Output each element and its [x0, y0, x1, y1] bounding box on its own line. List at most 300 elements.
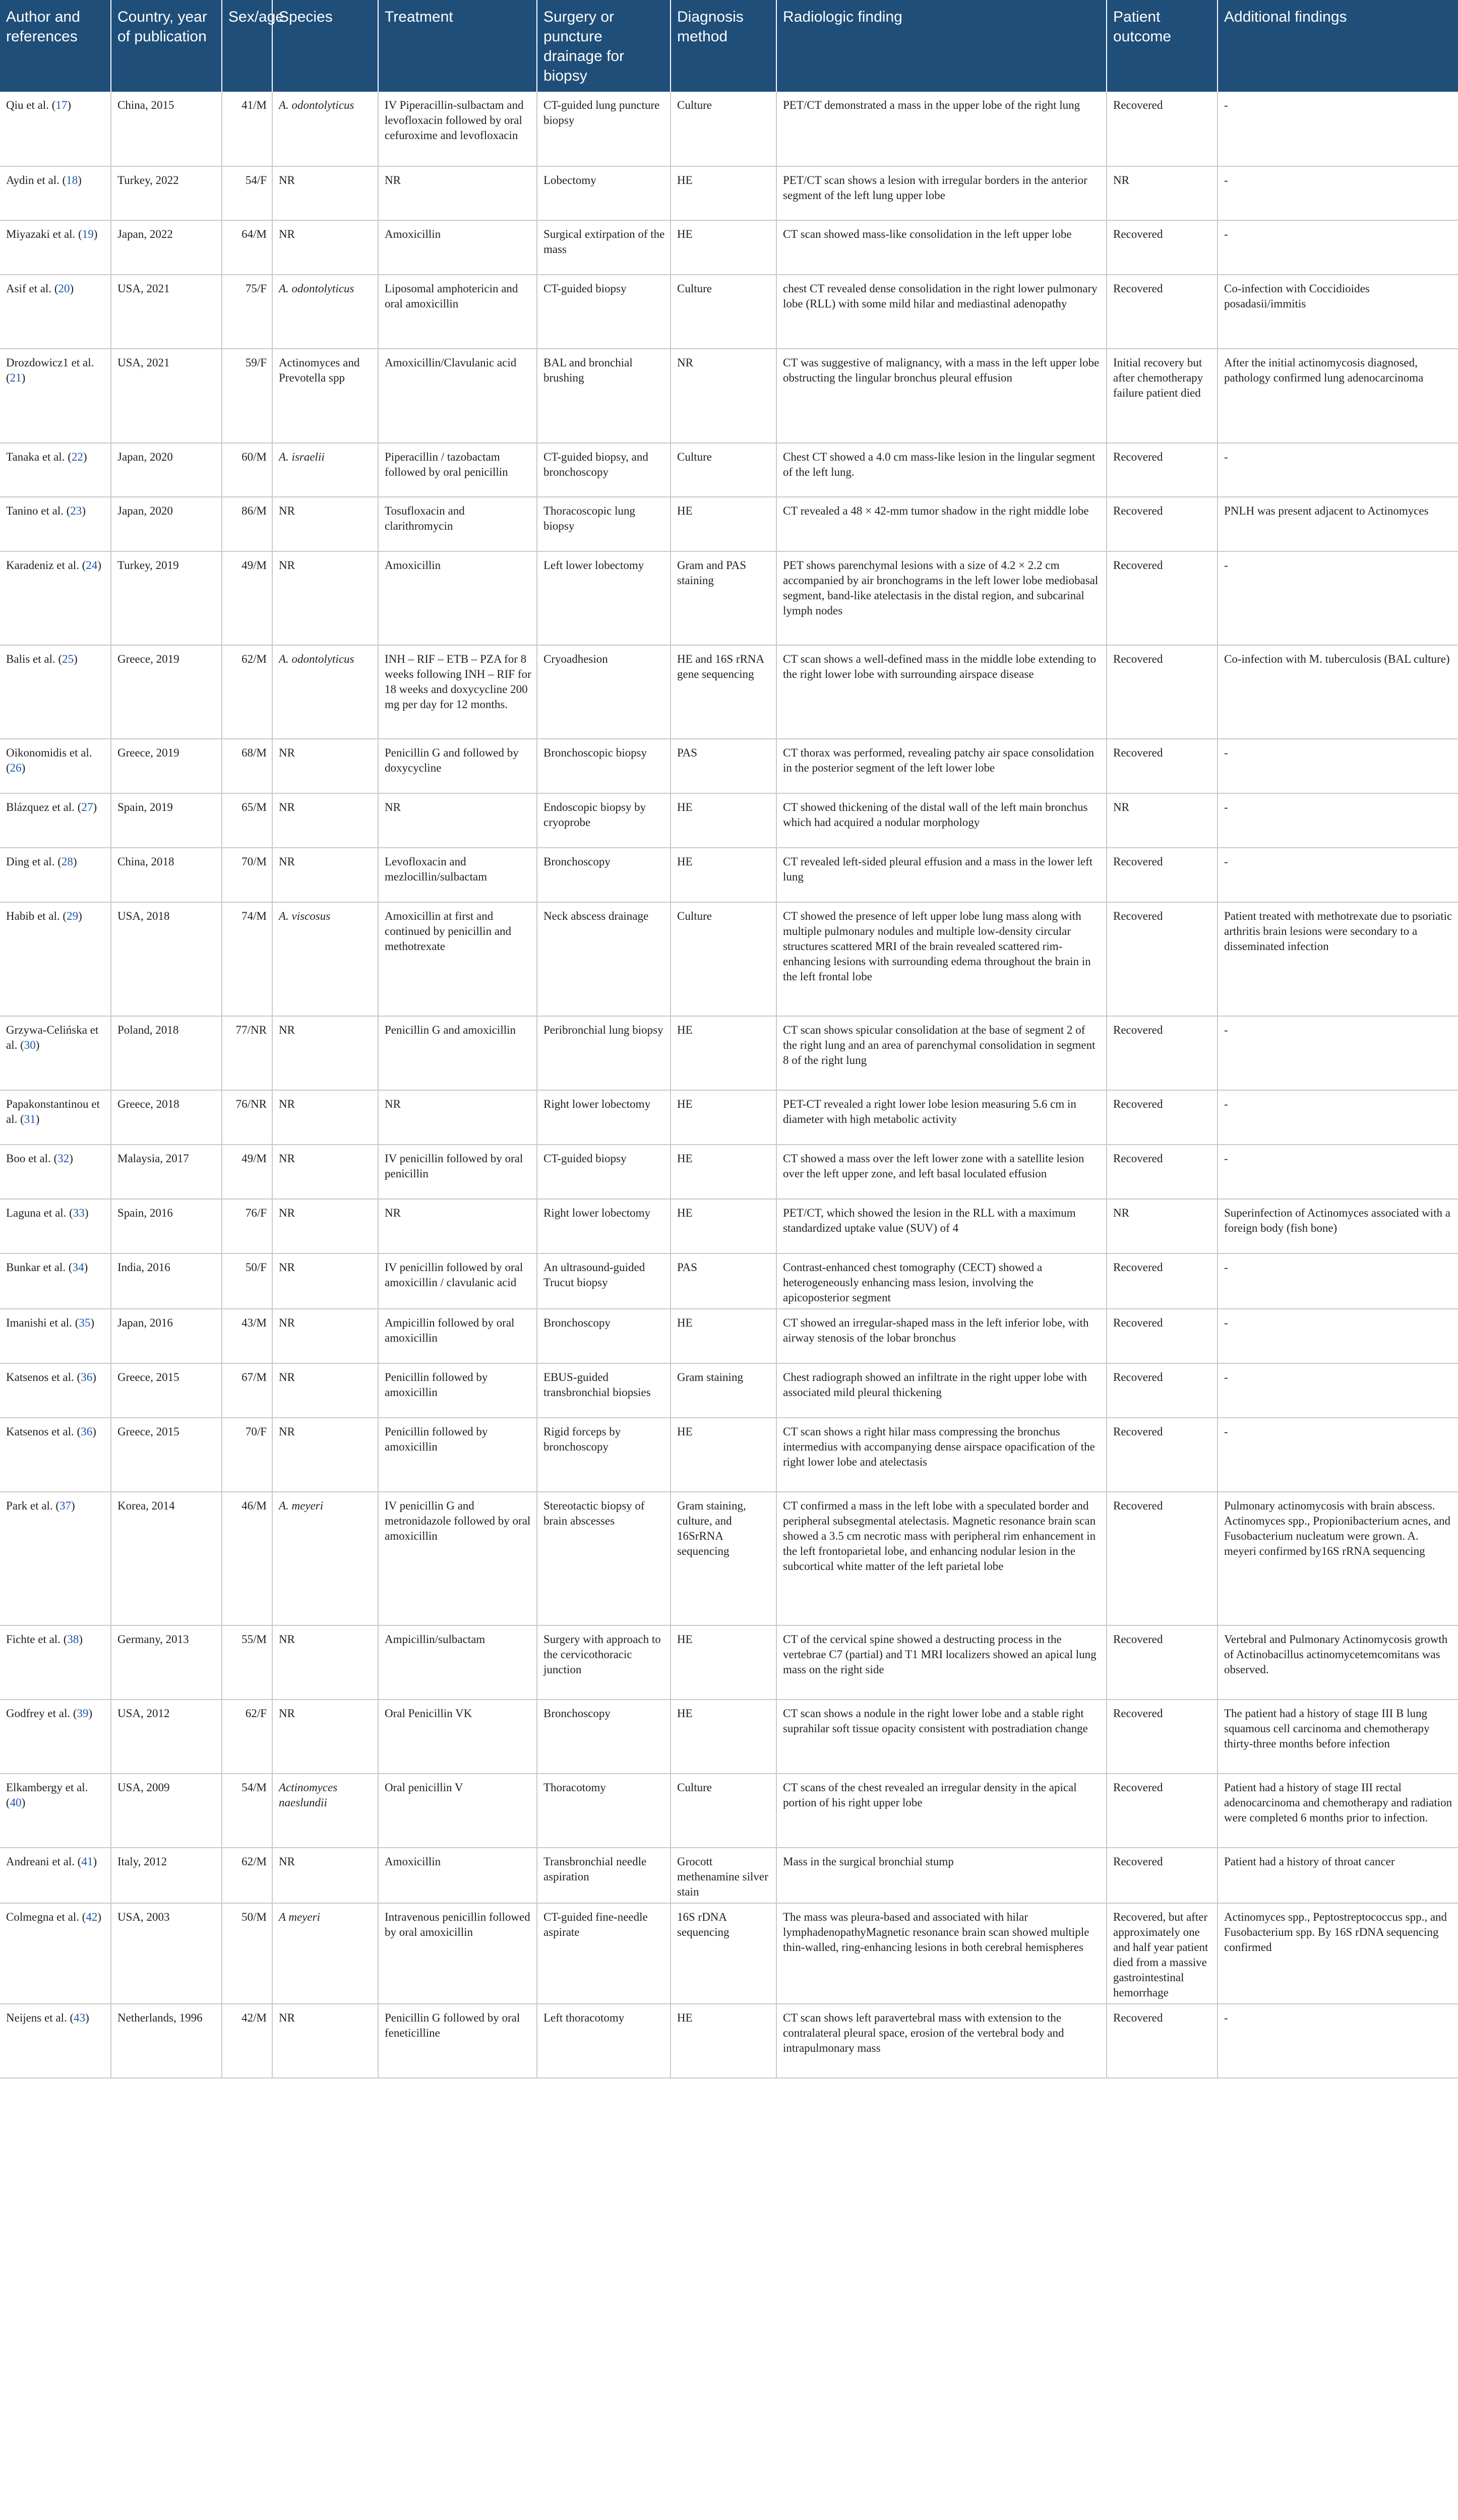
- treatment-cell: Penicillin G followed by oral feneticilline: [378, 2004, 537, 2078]
- biopsy-cell: CT-guided fine-needle aspirate: [537, 1903, 671, 2004]
- patient-outcome-cell: Recovered: [1107, 443, 1218, 497]
- treatment-cell: NR: [378, 1199, 537, 1253]
- biopsy-cell: BAL and bronchial brushing: [537, 349, 671, 443]
- radiologic-finding-cell: CT confirmed a mass in the left lobe with a speculated border and peripheral subsegmental atelectasis. Magnetic resonance brain scan showed a 3.5 cm necrotic mass with peripheral rim enhancement in the left frontoparietal lobe, and enhancing nodular lesion in the subcortical white matter of the left parietal lobe: [776, 1492, 1107, 1625]
- treatment-cell: Tosufloxacin and clarithromycin: [378, 497, 537, 551]
- reference-link[interactable]: 36: [81, 1371, 93, 1383]
- diagnosis-method-cell: HE: [671, 497, 776, 551]
- additional-findings-cell: -: [1218, 1145, 1458, 1199]
- country-cell: Malaysia, 2017: [111, 1145, 222, 1199]
- biopsy-cell: Cryoadhesion: [537, 645, 671, 739]
- table-row: [0, 1090, 1458, 1145]
- sex-age-cell: 65/M: [222, 793, 272, 848]
- country-cell: Turkey, 2019: [111, 551, 222, 645]
- species-cell: NR: [272, 1145, 378, 1199]
- biopsy-cell: Neck abscess drainage: [537, 902, 671, 1016]
- sex-age-cell: 77/NR: [222, 1016, 272, 1090]
- patient-outcome-cell: Recovered: [1107, 1848, 1218, 1903]
- reference-link[interactable]: 41: [81, 1855, 93, 1868]
- species-cell: Actinomyces naeslundii: [272, 1774, 378, 1848]
- country-cell: Greece, 2018: [111, 1090, 222, 1145]
- country-cell: Germany, 2013: [111, 1625, 222, 1699]
- radiologic-finding-cell: CT revealed a 48 × 42-mm tumor shadow in the right middle lobe: [776, 497, 1107, 551]
- additional-findings-cell: -: [1218, 1418, 1458, 1492]
- treatment-cell: IV penicillin G and metronidazole followed by oral amoxicillin: [378, 1492, 537, 1625]
- treatment-cell: Ampicillin followed by oral amoxicillin: [378, 1309, 537, 1363]
- author-cell: Elkambergy et al. (40): [0, 1774, 111, 1848]
- table-row: [0, 1848, 1458, 1903]
- reference-link[interactable]: 43: [74, 2011, 86, 2024]
- table-row: [0, 1903, 1458, 2004]
- treatment-cell: IV Piperacillin-sulbactam and levofloxacin followed by oral cefuroxime and levofloxacin: [378, 92, 537, 166]
- country-cell: USA, 2021: [111, 349, 222, 443]
- species-cell: A. meyeri: [272, 1492, 378, 1625]
- patient-outcome-cell: NR: [1107, 793, 1218, 848]
- species-cell: NR: [272, 848, 378, 902]
- diagnosis-method-cell: Grocott methenamine silver stain: [671, 1848, 776, 1903]
- additional-findings-cell: Co-infection with Coccidioides posadasii/immitis: [1218, 275, 1458, 349]
- species-cell: NR: [272, 1199, 378, 1253]
- reference-link[interactable]: 39: [77, 1707, 89, 1720]
- table-row: [0, 92, 1458, 166]
- species-cell: NR: [272, 1848, 378, 1903]
- species-cell: A meyeri: [272, 1903, 378, 2004]
- species-cell: A. odontolyticus: [272, 645, 378, 739]
- table-row: [0, 739, 1458, 793]
- diagnosis-method-cell: NR: [671, 349, 776, 443]
- additional-findings-cell: PNLH was present adjacent to Actinomyces: [1218, 497, 1458, 551]
- treatment-cell: Piperacillin / tazobactam followed by oral penicillin: [378, 443, 537, 497]
- table-row: [0, 551, 1458, 645]
- country-cell: Turkey, 2022: [111, 166, 222, 220]
- treatment-cell: NR: [378, 1090, 537, 1145]
- treatment-cell: Levofloxacin and mezlocillin/sulbactam: [378, 848, 537, 902]
- sex-age-cell: 64/M: [222, 220, 272, 275]
- sex-age-cell: 43/M: [222, 1309, 272, 1363]
- author-cell: Bunkar et al. (34): [0, 1253, 111, 1309]
- author-cell: Tanaka et al. (22): [0, 443, 111, 497]
- patient-outcome-cell: Recovered: [1107, 275, 1218, 349]
- sex-age-cell: 50/M: [222, 1903, 272, 2004]
- sex-age-cell: 76/F: [222, 1199, 272, 1253]
- country-cell: USA, 2009: [111, 1774, 222, 1848]
- radiologic-finding-cell: PET-CT revealed a right lower lobe lesion measuring 5.6 cm in diameter with high metabolic activity: [776, 1090, 1107, 1145]
- sex-age-cell: 54/F: [222, 166, 272, 220]
- sex-age-cell: 60/M: [222, 443, 272, 497]
- additional-findings-cell: -: [1218, 1309, 1458, 1363]
- country-cell: Netherlands, 1996: [111, 2004, 222, 2078]
- radiologic-finding-cell: CT thorax was performed, revealing patchy air space consolidation in the posterior segment of the left lower lobe: [776, 739, 1107, 793]
- patient-outcome-cell: Recovered: [1107, 2004, 1218, 2078]
- diagnosis-method-cell: HE: [671, 220, 776, 275]
- additional-findings-cell: -: [1218, 739, 1458, 793]
- author-cell: Neijens et al. (43): [0, 2004, 111, 2078]
- author-name: Andreani et al.: [6, 1855, 75, 1868]
- biopsy-cell: Right lower lobectomy: [537, 1090, 671, 1145]
- patient-outcome-cell: Recovered: [1107, 551, 1218, 645]
- diagnosis-method-cell: Gram and PAS staining: [671, 551, 776, 645]
- additional-findings-cell: -: [1218, 1090, 1458, 1145]
- header-sex-age: Sex/age: [222, 0, 272, 92]
- author-cell: Boo et al. (32): [0, 1145, 111, 1199]
- additional-findings-cell: -: [1218, 1016, 1458, 1090]
- reference-link[interactable]: 24: [86, 559, 98, 572]
- diagnosis-method-cell: Culture: [671, 92, 776, 166]
- reference-link[interactable]: 23: [70, 505, 82, 517]
- table-row: [0, 848, 1458, 902]
- country-cell: Poland, 2018: [111, 1016, 222, 1090]
- patient-outcome-cell: Recovered: [1107, 1145, 1218, 1199]
- treatment-cell: Amoxicillin: [378, 220, 537, 275]
- reference-link[interactable]: 37: [59, 1499, 72, 1512]
- header-biopsy: Surgery or puncture drainage for biopsy: [537, 0, 671, 92]
- reference-link[interactable]: 17: [55, 99, 68, 111]
- patient-outcome-cell: Recovered: [1107, 739, 1218, 793]
- additional-findings-cell: The patient had a history of stage III B lung squamous cell carcinoma and chemotherapy thirty-three months before infection: [1218, 1699, 1458, 1774]
- reference-link[interactable]: 28: [61, 855, 73, 868]
- sex-age-cell: 49/M: [222, 551, 272, 645]
- reference-link[interactable]: 33: [73, 1207, 85, 1219]
- treatment-cell: Penicillin followed by amoxicillin: [378, 1418, 537, 1492]
- diagnosis-method-cell: HE: [671, 1699, 776, 1774]
- biopsy-cell: CT-guided biopsy: [537, 275, 671, 349]
- additional-findings-cell: -: [1218, 1253, 1458, 1309]
- table-body: [0, 92, 1458, 2078]
- sex-age-cell: 70/M: [222, 848, 272, 902]
- country-cell: China, 2018: [111, 848, 222, 902]
- author-cell: Miyazaki et al. (19): [0, 220, 111, 275]
- header-country: Country, year of publication: [111, 0, 222, 92]
- reference-link[interactable]: 25: [62, 653, 74, 665]
- author-cell: Karadeniz et al. (24): [0, 551, 111, 645]
- reference-link[interactable]: 36: [81, 1425, 93, 1438]
- biopsy-cell: Bronchoscopy: [537, 848, 671, 902]
- diagnosis-method-cell: PAS: [671, 1253, 776, 1309]
- additional-findings-cell: -: [1218, 1363, 1458, 1418]
- treatment-cell: Amoxicillin/Clavulanic acid: [378, 349, 537, 443]
- patient-outcome-cell: Recovered: [1107, 848, 1218, 902]
- table-row: [0, 645, 1458, 739]
- author-name: Asif et al.: [6, 282, 52, 295]
- radiologic-finding-cell: PET shows parenchymal lesions with a size of 4.2 × 2.2 cm accompanied by air bronchograms in the left lower lobe mediobasal segment, band-like atelectasis in the distal region, and subcarinal lymph nodes: [776, 551, 1107, 645]
- table-row: [0, 1492, 1458, 1625]
- sex-age-cell: 49/M: [222, 1145, 272, 1199]
- diagnosis-method-cell: HE: [671, 1309, 776, 1363]
- reference-link[interactable]: 18: [66, 174, 78, 186]
- species-cell: NR: [272, 1253, 378, 1309]
- author-cell: Grzywa-Celińska et al. (30): [0, 1016, 111, 1090]
- biopsy-cell: Left lower lobectomy: [537, 551, 671, 645]
- radiologic-finding-cell: PET/CT demonstrated a mass in the upper lobe of the right lung: [776, 92, 1107, 166]
- species-cell: NR: [272, 166, 378, 220]
- additional-findings-cell: Vertebral and Pulmonary Actinomycosis growth of Actinobacillus actinomycetemcomitans was observed.: [1218, 1625, 1458, 1699]
- treatment-cell: NR: [378, 166, 537, 220]
- reference-link[interactable]: 26: [10, 762, 22, 774]
- additional-findings-cell: -: [1218, 92, 1458, 166]
- additional-findings-cell: -: [1218, 220, 1458, 275]
- patient-outcome-cell: Recovered: [1107, 645, 1218, 739]
- biopsy-cell: An ultrasound-guided Trucut biopsy: [537, 1253, 671, 1309]
- author-cell: Blázquez et al. (27): [0, 793, 111, 848]
- biopsy-cell: Rigid forceps by bronchoscopy: [537, 1418, 671, 1492]
- author-name: Tanino et al.: [6, 505, 64, 517]
- biopsy-cell: Transbronchial needle aspiration: [537, 1848, 671, 1903]
- sex-age-cell: 76/NR: [222, 1090, 272, 1145]
- reference-link[interactable]: 19: [82, 228, 94, 240]
- author-cell: Tanino et al. (23): [0, 497, 111, 551]
- table-row: [0, 1774, 1458, 1848]
- table-row: [0, 1253, 1458, 1309]
- country-cell: Korea, 2014: [111, 1492, 222, 1625]
- treatment-cell: Amoxicillin at first and continued by penicillin and methotrexate: [378, 902, 537, 1016]
- additional-findings-cell: After the initial actinomycosis diagnosed, pathology confirmed lung adenocarcinoma: [1218, 349, 1458, 443]
- species-cell: NR: [272, 739, 378, 793]
- table-row: [0, 1699, 1458, 1774]
- sex-age-cell: 70/F: [222, 1418, 272, 1492]
- diagnosis-method-cell: Culture: [671, 443, 776, 497]
- species-cell: A. viscosus: [272, 902, 378, 1016]
- header-additional-findings: Additional findings: [1218, 0, 1458, 92]
- author-name: Neijens et al.: [6, 2011, 67, 2024]
- radiologic-finding-cell: Contrast-enhanced chest tomography (CECT) showed a heterogeneously enhancing mass lesion, involving the apicoposterior segment: [776, 1253, 1107, 1309]
- table-row: [0, 2004, 1458, 2078]
- species-cell: NR: [272, 1090, 378, 1145]
- country-cell: USA, 2018: [111, 902, 222, 1016]
- header-row: [0, 0, 1458, 92]
- treatment-cell: Penicillin followed by amoxicillin: [378, 1363, 537, 1418]
- table-row: [0, 793, 1458, 848]
- treatment-cell: INH – RIF – ETB – PZA for 8 weeks following INH – RIF for 18 weeks and doxycycline 200 mg per day for 12 months.: [378, 645, 537, 739]
- diagnosis-method-cell: HE: [671, 2004, 776, 2078]
- biopsy-cell: Left thoracotomy: [537, 2004, 671, 2078]
- author-cell: Habib et al. (29): [0, 902, 111, 1016]
- reference-link[interactable]: 31: [24, 1113, 36, 1125]
- table-row: [0, 349, 1458, 443]
- country-cell: Greece, 2015: [111, 1418, 222, 1492]
- sex-age-cell: 75/F: [222, 275, 272, 349]
- additional-findings-cell: -: [1218, 166, 1458, 220]
- table-row: [0, 497, 1458, 551]
- biopsy-cell: Right lower lobectomy: [537, 1199, 671, 1253]
- treatment-cell: IV penicillin followed by oral amoxicillin / clavulanic acid: [378, 1253, 537, 1309]
- sex-age-cell: 74/M: [222, 902, 272, 1016]
- patient-outcome-cell: NR: [1107, 166, 1218, 220]
- additional-findings-cell: Actinomyces spp., Peptostreptococcus spp., and Fusobacterium spp. By 16S rDNA sequencing confirmed: [1218, 1903, 1458, 2004]
- additional-findings-cell: -: [1218, 848, 1458, 902]
- radiologic-finding-cell: chest CT revealed dense consolidation in the right lower pulmonary lobe (RLL) with some mild hilar and mediastinal adenopathy: [776, 275, 1107, 349]
- reference-link[interactable]: 34: [72, 1261, 84, 1274]
- table-row: [0, 1199, 1458, 1253]
- patient-outcome-cell: Recovered: [1107, 220, 1218, 275]
- diagnosis-method-cell: HE: [671, 1145, 776, 1199]
- header-species: Species: [272, 0, 378, 92]
- reference-link[interactable]: 32: [57, 1152, 70, 1165]
- reference-link[interactable]: 38: [67, 1633, 79, 1646]
- biopsy-cell: Endoscopic biopsy by cryoprobe: [537, 793, 671, 848]
- reference-link[interactable]: 29: [67, 910, 79, 922]
- country-cell: Italy, 2012: [111, 1848, 222, 1903]
- patient-outcome-cell: Recovered: [1107, 1253, 1218, 1309]
- reference-link[interactable]: 21: [10, 371, 22, 384]
- treatment-cell: Oral Penicillin VK: [378, 1699, 537, 1774]
- header-radiologic-finding: Radiologic finding: [776, 0, 1107, 92]
- country-cell: Greece, 2019: [111, 739, 222, 793]
- radiologic-finding-cell: CT showed a mass over the left lower zone with a satellite lesion over the left upper zone, and left basal loculated effusion: [776, 1145, 1107, 1199]
- additional-findings-cell: Patient had a history of throat cancer: [1218, 1848, 1458, 1903]
- sex-age-cell: 62/M: [222, 645, 272, 739]
- author-cell: Asif et al. (20): [0, 275, 111, 349]
- author-name: Tanaka et al.: [6, 451, 65, 463]
- diagnosis-method-cell: PAS: [671, 739, 776, 793]
- author-name: Drozdowicz1 et al.: [6, 356, 94, 369]
- diagnosis-method-cell: HE: [671, 166, 776, 220]
- radiologic-finding-cell: CT scan shows a nodule in the right lower lobe and a stable right suprahilar soft tissue opacity consistent with postradiation change: [776, 1699, 1107, 1774]
- author-cell: Imanishi et al. (35): [0, 1309, 111, 1363]
- author-cell: Drozdowicz1 et al. (21): [0, 349, 111, 443]
- biopsy-cell: Bronchoscopy: [537, 1309, 671, 1363]
- treatment-cell: NR: [378, 793, 537, 848]
- table-row: [0, 275, 1458, 349]
- biopsy-cell: CT-guided lung puncture biopsy: [537, 92, 671, 166]
- species-cell: NR: [272, 1699, 378, 1774]
- radiologic-finding-cell: CT scan shows spicular consolidation at the base of segment 2 of the right lung and an area of parenchymal consolidation in segment 8 of the right lung: [776, 1016, 1107, 1090]
- biopsy-cell: Bronchoscopic biopsy: [537, 739, 671, 793]
- sex-age-cell: 54/M: [222, 1774, 272, 1848]
- country-cell: Greece, 2019: [111, 645, 222, 739]
- table-row: [0, 220, 1458, 275]
- author-name: Oikonomidis et al.: [6, 746, 92, 759]
- treatment-cell: Penicillin G and followed by doxycycline: [378, 739, 537, 793]
- author-name: Ding et al.: [6, 855, 55, 868]
- radiologic-finding-cell: CT scan shows a well-defined mass in the middle lobe extending to the right lower lobe with surrounding airspace disease: [776, 645, 1107, 739]
- author-cell: Laguna et al. (33): [0, 1199, 111, 1253]
- treatment-cell: Oral penicillin V: [378, 1774, 537, 1848]
- treatment-cell: Intravenous penicillin followed by oral amoxicillin: [378, 1903, 537, 2004]
- biopsy-cell: Bronchoscopy: [537, 1699, 671, 1774]
- additional-findings-cell: -: [1218, 2004, 1458, 2078]
- author-name: Qiu et al.: [6, 99, 49, 111]
- patient-outcome-cell: Recovered: [1107, 1699, 1218, 1774]
- radiologic-finding-cell: CT showed thickening of the distal wall of the left main bronchus which had acquired a nodular morphology: [776, 793, 1107, 848]
- reference-link[interactable]: 40: [10, 1796, 22, 1809]
- treatment-cell: Amoxicillin: [378, 1848, 537, 1903]
- sex-age-cell: 50/F: [222, 1253, 272, 1309]
- diagnosis-method-cell: Culture: [671, 902, 776, 1016]
- species-cell: A. odontolyticus: [272, 92, 378, 166]
- author-name: Aydin et al.: [6, 174, 59, 186]
- radiologic-finding-cell: CT of the cervical spine showed a destructing process in the vertebrae C7 (partial) and T1 MRI localizers showed an apical lung mass on the right side: [776, 1625, 1107, 1699]
- sex-age-cell: 55/M: [222, 1625, 272, 1699]
- diagnosis-method-cell: HE: [671, 848, 776, 902]
- sex-age-cell: 41/M: [222, 92, 272, 166]
- radiologic-finding-cell: CT scan showed mass-like consolidation in the left upper lobe: [776, 220, 1107, 275]
- header-treatment: Treatment: [378, 0, 537, 92]
- treatment-cell: IV penicillin followed by oral penicillin: [378, 1145, 537, 1199]
- radiologic-finding-cell: PET/CT, which showed the lesion in the RLL with a maximum standardized uptake value (SUV) of 4: [776, 1199, 1107, 1253]
- reference-link[interactable]: 35: [79, 1316, 91, 1329]
- patient-outcome-cell: Recovered: [1107, 1418, 1218, 1492]
- sex-age-cell: 62/M: [222, 1848, 272, 1903]
- radiologic-finding-cell: CT scan shows a right hilar mass compressing the bronchus intermedius with accompanying dense airspace opacification of the right lower lobe and atelectasis: [776, 1418, 1107, 1492]
- species-cell: Actinomyces and Prevotella spp: [272, 349, 378, 443]
- biopsy-cell: Stereotactic biopsy of brain abscesses: [537, 1492, 671, 1625]
- reference-link[interactable]: 27: [81, 801, 93, 813]
- author-cell: Colmegna et al. (42): [0, 1903, 111, 2004]
- radiologic-finding-cell: CT showed the presence of left upper lobe lung mass along with multiple pulmonary nodules and multiple low-density circular structures scattered MRI of the brain revealed scattered rim-enhancing lesions with surrounding edema throughout the brain in the left frontal lobe: [776, 902, 1107, 1016]
- author-name: Imanishi et al.: [6, 1316, 72, 1329]
- country-cell: Japan, 2020: [111, 497, 222, 551]
- biopsy-cell: Surgical extirpation of the mass: [537, 220, 671, 275]
- table-row: [0, 443, 1458, 497]
- sex-age-cell: 42/M: [222, 2004, 272, 2078]
- reference-link[interactable]: 20: [58, 282, 70, 295]
- country-cell: China, 2015: [111, 92, 222, 166]
- species-cell: A. israelii: [272, 443, 378, 497]
- author-cell: Fichte et al. (38): [0, 1625, 111, 1699]
- diagnosis-method-cell: Gram staining: [671, 1363, 776, 1418]
- sex-age-cell: 59/F: [222, 349, 272, 443]
- author-name: Boo et al.: [6, 1152, 51, 1165]
- reference-link[interactable]: 22: [71, 451, 83, 463]
- author-cell: Godfrey et al. (39): [0, 1699, 111, 1774]
- author-cell: Ding et al. (28): [0, 848, 111, 902]
- author-cell: Aydin et al. (18): [0, 166, 111, 220]
- patient-outcome-cell: Recovered: [1107, 1016, 1218, 1090]
- sex-age-cell: 68/M: [222, 739, 272, 793]
- diagnosis-method-cell: HE and 16S rRNA gene sequencing: [671, 645, 776, 739]
- species-cell: NR: [272, 1309, 378, 1363]
- diagnosis-method-cell: Gram staining, culture, and 16SrRNA sequencing: [671, 1492, 776, 1625]
- reference-link[interactable]: 30: [24, 1039, 36, 1051]
- biopsy-cell: CT-guided biopsy, and bronchoscopy: [537, 443, 671, 497]
- diagnosis-method-cell: HE: [671, 1016, 776, 1090]
- additional-findings-cell: Patient had a history of stage III rectal adenocarcinoma and chemotherapy and radiation were completed 6 months prior to infection.: [1218, 1774, 1458, 1848]
- table-row: [0, 1625, 1458, 1699]
- additional-findings-cell: Patient treated with methotrexate due to psoriatic arthritis brain lesions were secondary to a disseminated infection: [1218, 902, 1458, 1016]
- author-name: Bunkar et al.: [6, 1261, 66, 1274]
- reference-link[interactable]: 42: [86, 1911, 98, 1923]
- author-name: Katsenos et al.: [6, 1425, 74, 1438]
- country-cell: Spain, 2019: [111, 793, 222, 848]
- author-name: Grzywa-Celińska et al.: [6, 1024, 99, 1051]
- species-cell: NR: [272, 2004, 378, 2078]
- treatment-cell: Liposomal amphotericin and oral amoxicillin: [378, 275, 537, 349]
- diagnosis-method-cell: HE: [671, 1625, 776, 1699]
- diagnosis-method-cell: Culture: [671, 1774, 776, 1848]
- author-name: Colmegna et al.: [6, 1911, 79, 1923]
- patient-outcome-cell: Recovered, but after approximately one and half year patient died from a massive gastrointestinal hemorrhage: [1107, 1903, 1218, 2004]
- radiologic-finding-cell: CT revealed left-sided pleural effusion and a mass in the lower left lung: [776, 848, 1107, 902]
- radiologic-finding-cell: The mass was pleura-based and associated with hilar lymphadenopathyMagnetic resonance brain scan showed multiple thin-walled, ring-enhancing lesions in both cerebral hemispheres: [776, 1903, 1107, 2004]
- country-cell: Japan, 2016: [111, 1309, 222, 1363]
- author-name: Karadeniz et al.: [6, 559, 79, 572]
- radiologic-finding-cell: CT was suggestive of malignancy, with a mass in the left upper lobe obstructing the lingular bronchus pleural effusion: [776, 349, 1107, 443]
- species-cell: NR: [272, 497, 378, 551]
- species-cell: NR: [272, 220, 378, 275]
- treatment-cell: Amoxicillin: [378, 551, 537, 645]
- author-cell: Papakonstantinou et al. (31): [0, 1090, 111, 1145]
- radiologic-finding-cell: Chest radiograph showed an infiltrate in the right upper lobe with associated mild pleural thickening: [776, 1363, 1107, 1418]
- treatment-cell: Penicillin G and amoxicillin: [378, 1016, 537, 1090]
- author-name: Habib et al.: [6, 910, 60, 922]
- sex-age-cell: 62/F: [222, 1699, 272, 1774]
- radiologic-finding-cell: CT scans of the chest revealed an irregular density in the apical portion of his right upper lobe: [776, 1774, 1107, 1848]
- diagnosis-method-cell: Culture: [671, 275, 776, 349]
- table-row: [0, 902, 1458, 1016]
- biopsy-cell: Surgery with approach to the cervicothoracic junction: [537, 1625, 671, 1699]
- radiologic-finding-cell: PET/CT scan shows a lesion with irregular borders in the anterior segment of the left lung upper lobe: [776, 166, 1107, 220]
- author-name: Godfrey et al.: [6, 1707, 71, 1720]
